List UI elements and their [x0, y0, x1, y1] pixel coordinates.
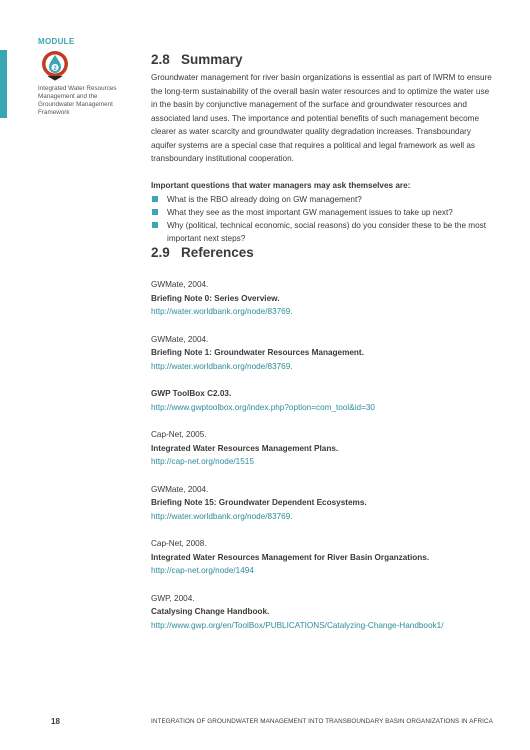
module-accent-bar — [0, 50, 7, 118]
reference-link[interactable]: http://water.worldbank.org/node/83769. — [151, 511, 293, 521]
reference-link[interactable]: http://www.gwp.org/en/ToolBox/PUBLICATIONS/Catalyzing-Change-Handbook1/ — [151, 620, 444, 630]
questions-list — [151, 193, 496, 246]
reference-link[interactable]: http://water.worldbank.org/node/83769. — [151, 307, 293, 317]
module-number: 2 — [53, 66, 57, 72]
module-label: MODULE — [38, 37, 75, 46]
reference-item: Cap-Net, 2005. Integrated Water Resources Management Plans. http://cap-net.org/node/1515 — [151, 428, 496, 469]
reference-link[interactable]: http://cap-net.org/node/1494 — [151, 566, 254, 576]
reference-link[interactable]: http://water.worldbank.org/node/83769. — [151, 361, 293, 371]
reference-item: Cap-Net, 2008. Integrated Water Resources Management for River Basin Organzations. http://cap-net.org/node/1494 — [151, 537, 496, 578]
water-drop-logo-icon — [40, 49, 70, 81]
module-description: Integrated Water Resources Management and the Groundwater Management Framework — [38, 85, 117, 116]
summary-number: 2.8 — [151, 52, 170, 67]
references-title: References — [181, 245, 254, 261]
references-heading — [151, 245, 496, 260]
reference-item: GWP, 2004. Catalysing Change Handbook. http://www.gwp.org/en/ToolBox/PUBLICATIONS/Catalyzing-Change-Handbook1/ — [151, 592, 496, 633]
summary-heading — [151, 52, 496, 67]
square-bullet-icon — [152, 209, 158, 215]
summary-title: Summary — [181, 52, 243, 67]
questions-heading: Important questions that water managers may ask themselves are: — [151, 180, 411, 190]
reference-item: GWMate, 2004. Briefing Note 1: Groundwater Resources Management. http://water.worldbank.org/node/83769. — [151, 333, 496, 374]
square-bullet-icon — [152, 222, 158, 228]
references-number: 2.9 — [151, 245, 170, 261]
page-number: 18 — [51, 717, 60, 726]
reference-link[interactable]: http://www.gwptoolbox.org/index.php?option=com_tool&id=30 — [151, 402, 375, 412]
question-item: Why (political, technical economic, social reasons) do you consider these to be the most important next steps? — [151, 219, 496, 245]
reference-item: GWP ToolBox C2.03. http://www.gwptoolbox.org/index.php?option=com_tool&id=30 — [151, 387, 496, 414]
square-bullet-icon — [152, 196, 158, 202]
reference-item: GWMate, 2004. Briefing Note 15: Groundwater Dependent Ecosystems. http://water.worldbank.org/node/83769. — [151, 483, 496, 524]
question-item: What is the RBO already doing on GW management? — [151, 193, 496, 206]
question-item: What they see as the most important GW management issues to take up next? — [151, 206, 496, 219]
main-content — [151, 52, 496, 632]
reference-link[interactable]: http://cap-net.org/node/1515 — [151, 457, 254, 467]
reference-item: GWMate, 2004. Briefing Note 0: Series Overview. http://water.worldbank.org/node/83769. — [151, 278, 496, 319]
references-list — [151, 278, 496, 632]
summary-paragraph: Groundwater management for river basin organizations is essential as part of IWRM to ensure the long-term sustainability of the overall basin water resources and to optimize the water use in the basin by conjunctive management of the surface and groundwater resources and associated land uses. The importance and potential benefits of such management become clearer as water scarcity and groundwater quality degradation increases. Transboundary aquifer systems are a special case that requires a political and legal framework as well as transboundary institutional cooperation. — [151, 73, 492, 163]
running-footer-title: INTEGRATION OF GROUNDWATER MANAGEMENT INTO TRANSBOUNDARY BASIN ORGANIZATIONS IN AFRICA — [151, 718, 493, 725]
